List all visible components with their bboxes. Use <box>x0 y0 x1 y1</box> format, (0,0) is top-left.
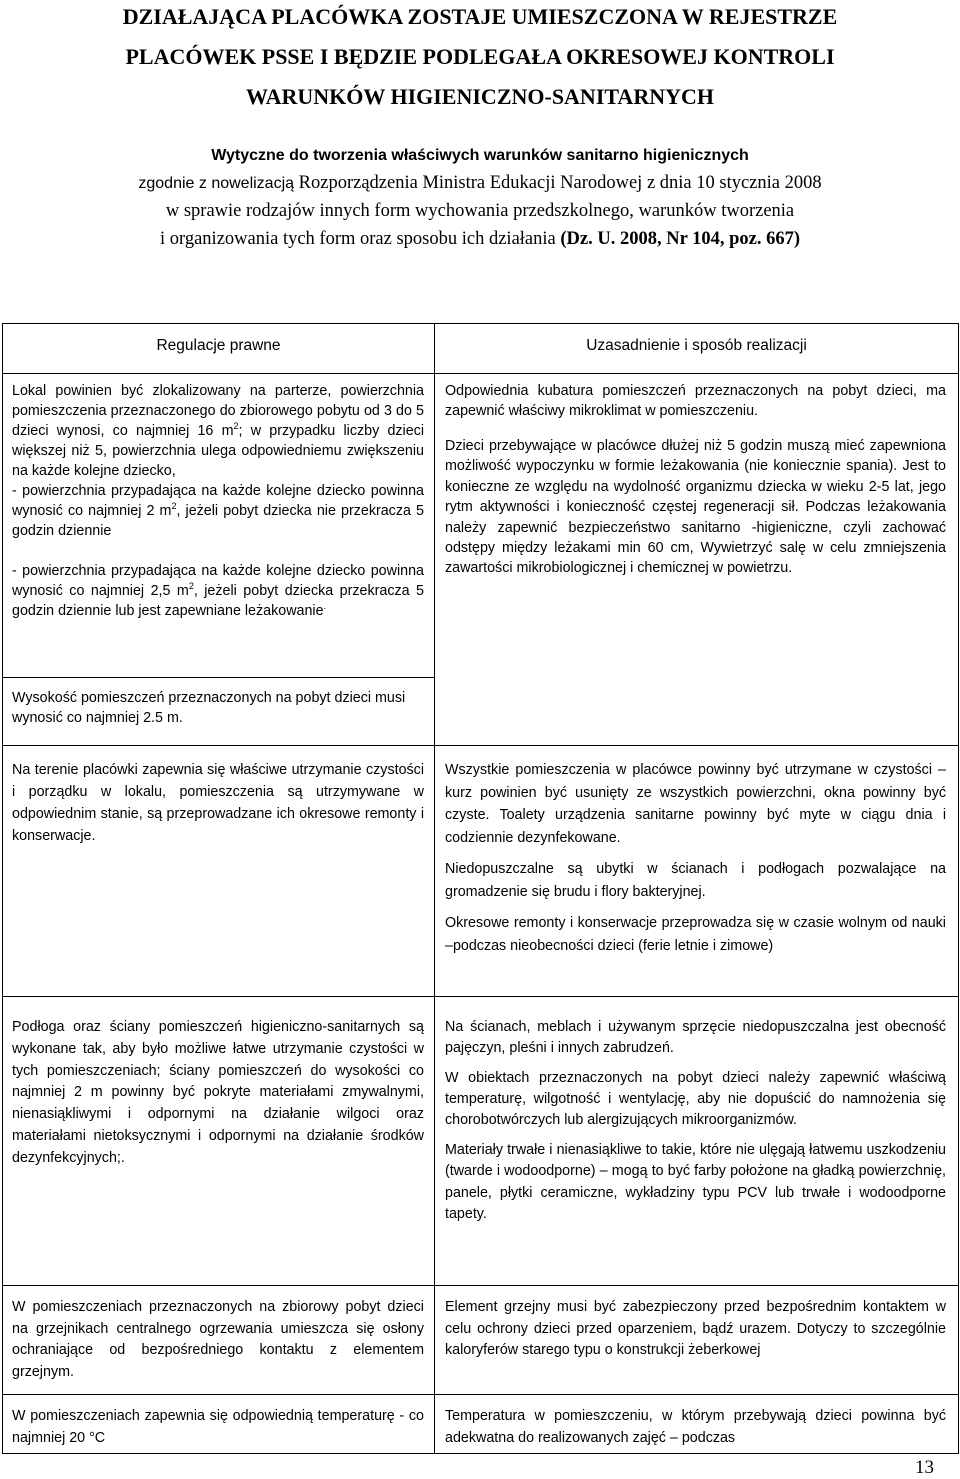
row6-right-text: Temperatura w pomieszczeniu, w którym przebywają dzieci powinna być adekwatna do realizowanych zajęć – podczas <box>445 1408 946 1446</box>
title-line-3: WARUNKÓW HIGIENICZNO-SANITARNYCH <box>246 84 714 109</box>
row1-left-text <box>12 381 424 621</box>
row1-right-paragraph-2: Dzieci przebywające w placówce dłużej niż 5 godzin muszą mieć zapewniona możliwość wypoczynku w formie leżakowania (nie koniecznie spania). Jest to konieczne ze względu na wydolność organizmu dziecka w wieku 2-5 lat, jego rytm aktywności i konieczność częstej regeneracji sił. Podczas leżakowania należy zapewnić bezpieczeństwo sanitarno -higieniczne, czyli zachować odstępy między leżakami min 60 cm, Wywietrzyć salę w celu zmniejszenia zawartości mikrobiologicznej i chemicznej w powietrzu. <box>445 438 946 577</box>
row4-right-paragraph-2: W obiektach przeznaczonych na pobyt dzieci należy zapewnić właściwą temperaturę, wilgotność i wentylację, aby nie dopuścić do namnożenia się chorobotwórczych lub alergizujących mikroorganizmów. <box>445 1070 946 1128</box>
subtitle-line-3: w sprawie rodzajów innych form wychowania przedszkolnego, warunków tworzenia <box>165 201 795 221</box>
row6-left-text: W pomieszczeniach zapewnia się odpowiednią temperaturę - co najmniej 20 °C <box>12 1408 424 1446</box>
row1-left-paragraph-2: - powierzchnia przypadająca na każde kolejne dziecko powinna wynosić co najmniej 2,5 $m^2$, jeżeli pobyt dziecka przekracza 5 godzin dziennie lub jest zapewniane leżakowanie. <box>12 563 424 619</box>
subtitle-line-4-normal: i organizowania tych form oraz sposobu ich działania <box>160 229 561 249</box>
row3-left-text: Na terenie placówki zapewnia się właściwe utrzymanie czystości i porządku w lokalu, pomieszczenia są utrzymywane w odpowiednim stanie, są przeprowadzane ich okresowe remonty i konserwacje. <box>12 762 424 844</box>
subtitle-bold: Wytyczne do tworzenia właściwych warunków sanitarno higienicznych <box>211 147 749 164</box>
row4-left-text: Podłoga oraz ściany pomieszczeń higieniczno-sanitarnych są wykonane tak, aby było możliwe łatwe utrzymanie czystości w tych pomieszczeniach; ściany pomieszczeń do wysokości co najmniej 2 m powinny być pokryte materiałami zmywalnymi, nienasiąkliwymi i odpornymi na działanie wilgoci oraz materiałami nietoksycznymi i odpornymi na działanie środków dezynfekcyjnych;. <box>12 1019 424 1166</box>
row3-right-text <box>445 759 946 957</box>
row5-right-text: Element grzejny musi być zabezpieczony przed bezpośrednim kontaktem w celu ochrony dzieci przed oparzeniem, bądź urazem. Dotyczy to szczególnie kaloryferów starego typu o konstrukcji żeberkowej <box>445 1299 946 1358</box>
row2-left-text: Wysokość pomieszczeń przeznaczonych na pobyt dzieci musi wynosić co najmniej 2.5 m. <box>12 690 406 726</box>
row3-right-paragraph-3: Okresowe remonty i konserwacje przeprowadza się w czasie wolnym od nauki –podczas nieobecności dzieci (ferie letnie i zimowe) <box>445 915 946 954</box>
row1-left-paragraph-1: Lokal powinien być zlokalizowany na parterze, powierzchnia pomieszczenia przeznaczonego do zbiorowego pobytu od 3 do 5 dzieci wynosi, co najmniej 16 $m^2$; w przypadku liczby dzieci większej niż 5, powierzchnia ulega odpowiedniemu zwiększeniu na każde kolejne dziecko, - powierzchnia przypadająca na każde kolejne dziecko powinna wynosić co najmniej 2 $m^2$, jeżeli pobyt dziecka nie przekracza 5 godzin dziennie <box>12 383 424 539</box>
subtitle-line-4-citation: (Dz. U. 2008, Nr 104, poz. 667) <box>560 229 800 249</box>
row4-right-paragraph-3: Materiały trwałe i nienasiąkliwe to takie, które nie ulęgają łatwemu uszkodzeniu (twarde i wodoodporne) – mogą to być farby położone na gładką powierzchnię, panele, płytki ceramiczne, wykładziny typu PCV lub trwałe i wodoodporne tapety. <box>445 1142 946 1222</box>
subtitle-line-2-sans: zgodnie z nowelizacją <box>138 175 295 192</box>
subtitle-line-4 <box>0 229 960 250</box>
row3-right-paragraph-1: Wszystkie pomieszczenia w placówce powinny być utrzymane w czystości – kurz powinien być usunięty ze wszystkich powierzchni, okna powinny być czyste. Toalety urządzenia sanitarne powinny być myte w ciągu dnia i codziennie dezynfekowane. <box>445 762 946 846</box>
title-line-1: DZIAŁAJĄCA PLACÓWKA ZOSTAJE UMIESZCZONA W REJESTRZE <box>122 4 838 29</box>
title-line-2: PLACÓWEK PSSE I BĘDZIE PODLEGAŁA OKRESOWEJ KONTROLI <box>125 44 835 69</box>
page-number: 13 <box>915 1457 934 1478</box>
subtitle-line-2 <box>0 173 960 194</box>
row5-left-text: W pomieszczeniach przeznaczonych na zbiorowy pobyt dzieci na grzejnikach centralnego ogrzewania umieszcza się osłony ochraniające od bezpośredniego kontaktu z elementem grzejnym. <box>12 1299 424 1380</box>
row1-right-paragraph-1: Odpowiednia kubatura pomieszczeń przeznaczonych na pobyt dzieci, ma zapewnić właściwy mikroklimat w pomieszczeniu. <box>445 383 946 419</box>
subtitle-line-2-serif: Rozporządzenia Ministra Edukacji Narodowej z dnia 10 stycznia 2008 <box>294 173 822 193</box>
col-header-right: Uzasadnienie i sposób realizacji <box>586 337 807 354</box>
row1-right-text <box>445 381 946 579</box>
row3-right-paragraph-2: Niedopuszczalne są ubytki w ścianach i podłogach pozwalające na gromadzenie się brudu i flory bakteryjnej. <box>445 861 946 900</box>
row4-right-paragraph-1: Na ścianach, meblach i używanym sprzęcie niedopuszczalna jest obecność pajęczyn, pleśni i innych zabrudzeń. <box>445 1019 946 1056</box>
col-header-left: Regulacje prawne <box>156 337 281 354</box>
row4-right-text <box>445 1017 946 1225</box>
